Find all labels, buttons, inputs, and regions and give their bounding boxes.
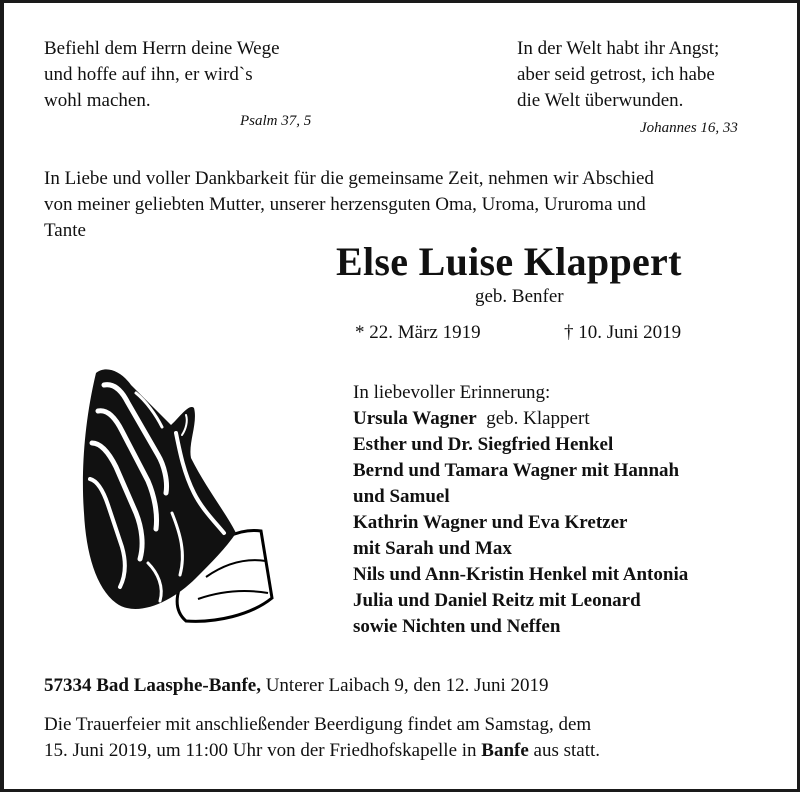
funeral-text: aus statt. bbox=[533, 740, 601, 761]
funeral-text: 15. Juni 2019, um 11:00 Uhr von der Friedhofskapelle in bbox=[44, 740, 477, 761]
mourner-line: mit Sarah und Max bbox=[353, 538, 512, 559]
mourner-line bbox=[353, 406, 688, 432]
verse-right-line: die Welt überwunden. bbox=[517, 90, 684, 111]
intro-line: von meiner geliebten Mutter, unserer herzensguten Oma, Uroma, Ururoma und bbox=[44, 194, 646, 215]
funeral-location: Banfe bbox=[481, 740, 529, 761]
birth-date: * 22. März 1919 bbox=[355, 322, 481, 343]
intro-line: Tante bbox=[44, 220, 86, 241]
verse-right-line: aber seid getrost, ich habe bbox=[517, 64, 715, 85]
death-date: † 10. Juni 2019 bbox=[564, 322, 682, 343]
mourner-suffix: geb. Klappert bbox=[486, 408, 590, 429]
praying-hands-icon bbox=[76, 363, 276, 628]
address-line bbox=[44, 675, 549, 697]
verse-left-line: und hoffe auf ihn, er wird`s bbox=[44, 64, 253, 85]
deceased-name: Else Luise Klappert bbox=[336, 239, 682, 284]
funeral-line bbox=[44, 738, 774, 764]
mourners-list bbox=[353, 380, 688, 640]
mourner-line: Julia und Daniel Reitz mit Leonard bbox=[353, 590, 641, 611]
verse-right bbox=[517, 36, 719, 114]
intro-line: In Liebe und voller Dankbarkeit für die gemeinsame Zeit, nehmen wir Abschied bbox=[44, 168, 654, 189]
mourners-heading: In liebevoller Erinnerung: bbox=[353, 382, 551, 403]
verse-left-line: wohl machen. bbox=[44, 90, 151, 111]
verse-left-line: Befiehl dem Herrn deine Wege bbox=[44, 38, 280, 59]
verse-right-reference: Johannes 16, 33 bbox=[640, 120, 738, 136]
mourner-line: Esther und Dr. Siegfried Henkel bbox=[353, 434, 614, 455]
mourner-line: Nils und Ann-Kristin Henkel mit Antonia bbox=[353, 564, 689, 585]
mourner-line: sowie Nichten und Neffen bbox=[353, 616, 561, 637]
funeral-line: Die Trauerfeier mit anschließender Beerdigung findet am Samstag, dem bbox=[44, 714, 592, 735]
funeral-info bbox=[44, 712, 774, 764]
mourner-name: Ursula Wagner bbox=[353, 408, 477, 429]
mourner-line: Bernd und Tamara Wagner mit Hannah bbox=[353, 460, 680, 481]
mourner-line: Kathrin Wagner und Eva Kretzer bbox=[353, 512, 628, 533]
address-rest: Unterer Laibach 9, den 12. Juni 2019 bbox=[265, 675, 549, 696]
address-place: 57334 Bad Laasphe-Banfe, bbox=[44, 675, 261, 696]
maiden-name: geb. Benfer bbox=[475, 286, 564, 307]
mourner-line: und Samuel bbox=[353, 486, 450, 507]
intro-text bbox=[44, 166, 774, 244]
verse-left bbox=[44, 36, 280, 114]
verse-right-line: In der Welt habt ihr Angst; bbox=[517, 38, 720, 59]
verse-left-reference: Psalm 37, 5 bbox=[240, 113, 312, 129]
